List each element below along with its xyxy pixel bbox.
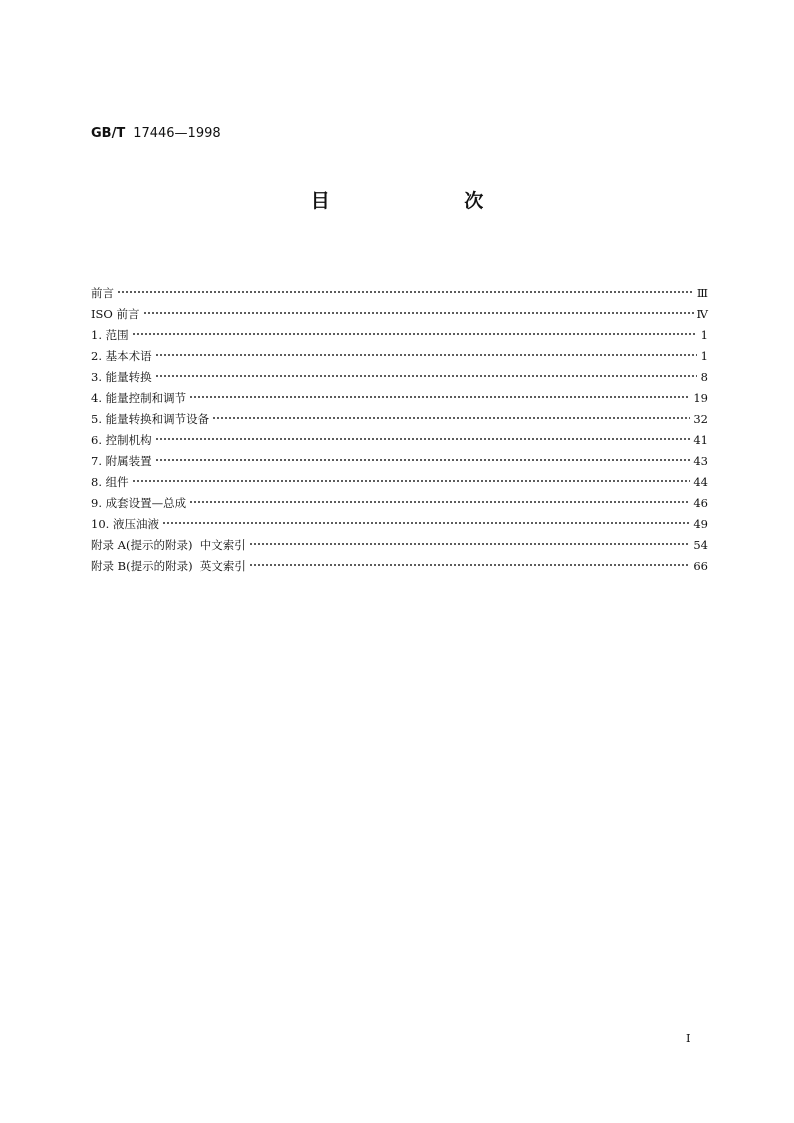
toc-entry-label: 8. 组件 [91, 475, 129, 489]
table-of-contents [91, 283, 708, 577]
toc-entry-label: 5. 能量转换和调节设备 [91, 412, 210, 426]
toc-entry-page: 54 [693, 538, 708, 552]
dot-leader [143, 311, 694, 315]
toc-entry-label: 4. 能量控制和调节 [91, 391, 187, 405]
standard-prefix: GB/T [91, 126, 126, 141]
dot-leader [249, 563, 690, 567]
toc-entry-page: 1 [700, 349, 708, 363]
toc-entry-page: 1 [700, 328, 708, 342]
toc-entry-label: 10. 液压油液 [91, 517, 159, 531]
toc-entry[interactable] [91, 535, 708, 556]
dot-leader [117, 290, 694, 294]
standard-code [91, 125, 221, 143]
toc-entry-page: 49 [693, 517, 708, 531]
toc-entry[interactable] [91, 556, 708, 577]
toc-entry[interactable] [91, 283, 708, 304]
toc-entry[interactable] [91, 430, 708, 451]
dot-leader [189, 395, 690, 399]
toc-entry-label: 3. 能量转换 [91, 370, 152, 384]
toc-entry[interactable] [91, 472, 708, 493]
page-number: I [686, 1031, 691, 1045]
toc-entry-label: 2. 基本术语 [91, 349, 152, 363]
toc-entry-page: Ⅲ [696, 286, 708, 300]
toc-entry-page: 46 [693, 496, 708, 510]
toc-entry-page: 32 [693, 412, 708, 426]
toc-entry-label: 7. 附属装置 [91, 454, 152, 468]
dot-leader [155, 353, 697, 357]
toc-entry[interactable] [91, 346, 708, 367]
page-title: 目 次 [310, 190, 548, 212]
toc-entry[interactable] [91, 304, 708, 325]
toc-entry-page: Ⅳ [696, 307, 708, 321]
toc-entry[interactable] [91, 514, 708, 535]
toc-entry[interactable] [91, 325, 708, 346]
toc-entry-page: 43 [693, 454, 708, 468]
dot-leader [249, 542, 691, 546]
toc-entry[interactable] [91, 409, 708, 430]
dot-leader [212, 416, 690, 420]
toc-entry-label: 附录 A(提示的附录) 中文索引 [91, 538, 246, 552]
toc-entry-page: 66 [693, 559, 708, 573]
toc-entry-label: ISO 前言 [91, 307, 140, 321]
dot-leader [132, 479, 691, 483]
dot-leader [155, 437, 691, 441]
toc-entry[interactable] [91, 451, 708, 472]
dot-leader [155, 458, 691, 462]
toc-entry-label: 前言 [91, 286, 114, 300]
toc-entry-label: 9. 成套设置—总成 [91, 496, 187, 510]
toc-entry-label: 6. 控制机构 [91, 433, 152, 447]
dot-leader [162, 521, 690, 525]
toc-entry-label: 附录 B(提示的附录) 英文索引 [91, 559, 246, 573]
toc-entry-page: 8 [700, 370, 708, 384]
toc-entry[interactable] [91, 388, 708, 409]
toc-entry[interactable] [91, 493, 708, 514]
toc-entry-page: 41 [693, 433, 708, 447]
toc-entry-page: 44 [693, 475, 708, 489]
dot-leader [132, 332, 697, 336]
dot-leader [155, 374, 697, 378]
toc-entry-page: 19 [693, 391, 708, 405]
standard-number: 17446—1998 [133, 126, 221, 141]
toc-entry[interactable] [91, 367, 708, 388]
toc-entry-label: 1. 范围 [91, 328, 129, 342]
dot-leader [189, 500, 690, 504]
